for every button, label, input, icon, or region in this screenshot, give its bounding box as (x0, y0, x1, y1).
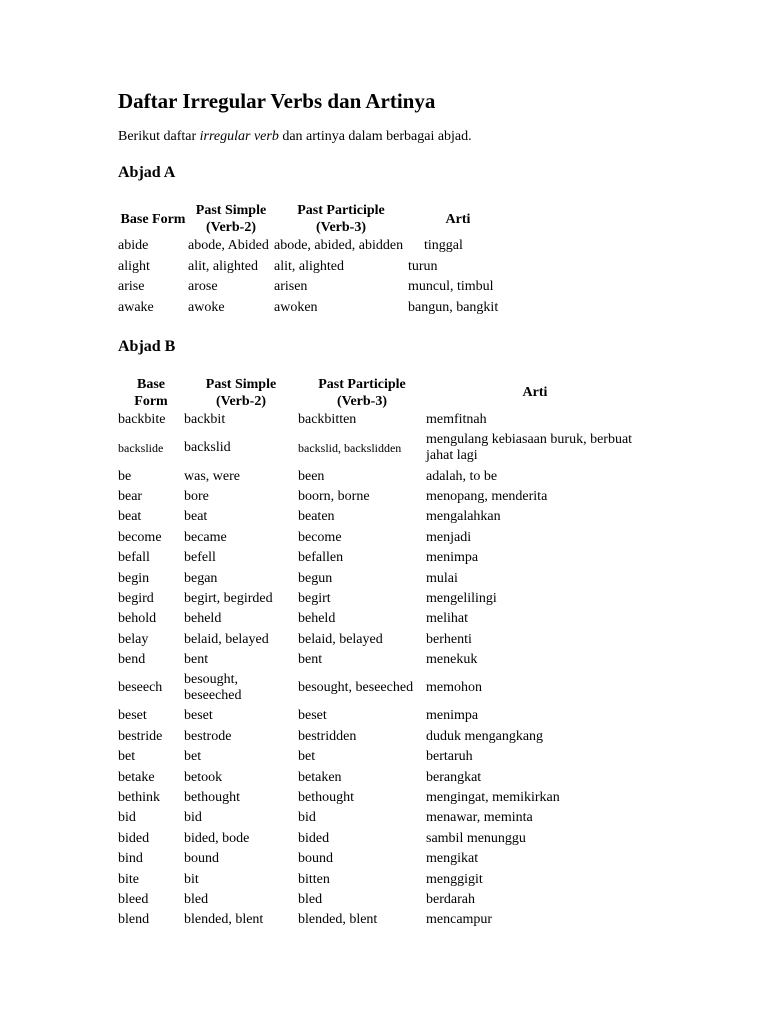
table-header-row (118, 202, 508, 236)
cell-past-participle: bethought (298, 790, 354, 806)
cell-arti: turun (408, 258, 438, 274)
cell-past-simple: beat (184, 509, 208, 525)
cell-past-participle: arisen (274, 279, 308, 295)
cell-arti: berdarah (426, 892, 475, 907)
cell-arti: menawar, meminta (426, 810, 533, 826)
cell-arti: mengalahkan (426, 509, 501, 525)
cell-past-simple: bent (184, 652, 209, 668)
cell-base-form: abide (118, 238, 149, 254)
cell-arti: menopang, menderita (426, 488, 548, 504)
cell-base-form: betake (118, 769, 155, 785)
cell-base-form: beset (118, 708, 147, 724)
cell-base-form: arise (118, 279, 145, 295)
cell-base-form: awake (118, 299, 154, 315)
cell-base-form: bet (118, 749, 136, 765)
cell-past-simple: bethought (184, 790, 240, 806)
cell-past-participle: bitten (298, 871, 330, 887)
cell-past-participle: beheld (298, 611, 336, 627)
cell-past-participle: beset (298, 708, 327, 724)
table-row (118, 849, 644, 869)
cell-past-simple: awoke (188, 299, 225, 315)
table-row (118, 298, 508, 319)
page-title: Daftar Irregular Verbs dan Artinya (118, 89, 436, 113)
cell-past-simple: bided, bode (184, 830, 250, 846)
table-row (118, 548, 644, 568)
cell-base-form: bite (118, 871, 139, 887)
table-row (118, 910, 644, 930)
cell-past-participle: bided (298, 830, 330, 846)
cell-past-participle: beaten (298, 509, 335, 525)
cell-base-form: belay (118, 631, 149, 647)
header-arti: Arti (522, 385, 548, 400)
cell-past-simple: backbit (184, 412, 226, 428)
cell-past-participle: backslid, backslidden (298, 441, 402, 456)
table-row (118, 507, 644, 527)
cell-arti: menggigit (426, 871, 483, 887)
table-row (118, 466, 644, 486)
table-row (118, 568, 644, 588)
cell-past-simple: arose (188, 279, 218, 295)
section-heading-b: Abjad B (118, 338, 176, 355)
header-past-simple: Past Simple (Verb-2) (195, 203, 267, 235)
table-row (118, 767, 644, 787)
cell-past-simple: betook (184, 769, 223, 785)
verbs-table-b (118, 375, 644, 931)
header-arti: Arti (445, 211, 471, 227)
table-row (118, 430, 644, 466)
section-heading-a: Abjad A (118, 164, 176, 181)
cell-arti: mencampur (426, 912, 493, 928)
cell-past-simple: beset (184, 708, 213, 724)
cell-arti: menimpa (426, 708, 479, 724)
table-row (118, 589, 644, 609)
cell-past-simple: became (184, 529, 227, 545)
cell-base-form: begin (118, 570, 150, 586)
table-row (118, 630, 644, 650)
table-row (118, 236, 508, 257)
cell-past-simple: bled (184, 892, 209, 907)
table-row (118, 890, 644, 910)
cell-past-simple: blended, blent (184, 912, 264, 928)
cell-arti: mengingat, memikirkan (426, 790, 560, 806)
cell-base-form: beat (118, 509, 142, 525)
table-row (118, 410, 644, 430)
cell-past-participle: alit, alighted (274, 258, 344, 274)
header-past-participle: Past Participle (Verb-3) (318, 376, 406, 409)
table-row (118, 706, 644, 726)
cell-base-form: become (118, 529, 162, 545)
cell-base-form: blend (118, 912, 150, 928)
cell-base-form: begird (118, 590, 154, 606)
cell-past-participle: bid (298, 810, 316, 826)
cell-past-participle: been (298, 468, 325, 484)
cell-arti: adalah, to be (426, 468, 498, 484)
table-row (118, 650, 644, 670)
cell-base-form: bleed (118, 892, 149, 907)
cell-base-form: backslide (118, 441, 164, 456)
table-row (118, 528, 644, 548)
cell-past-simple: begirt, begirded (184, 590, 273, 606)
cell-past-participle: bet (298, 749, 316, 765)
cell-arti: menimpa (426, 550, 479, 566)
header-base-form: Base Form (120, 211, 186, 227)
cell-arti: mengulang kebiasaan buruk, berbuat jahat lagi (426, 432, 633, 464)
cell-past-participle: begirt (298, 590, 331, 606)
cell-base-form: bear (118, 488, 143, 504)
cell-arti: menekuk (426, 652, 478, 668)
cell-arti: mulai (426, 570, 458, 586)
cell-past-participle: become (298, 529, 342, 545)
table-row (118, 487, 644, 507)
cell-past-simple: bid (184, 810, 202, 826)
table-row (118, 869, 644, 889)
cell-arti: berangkat (426, 769, 482, 785)
cell-past-simple: was, were (184, 468, 240, 484)
intro-text-after: dan artinya dalam berbagai abjad. (278, 129, 472, 144)
cell-arti: mengelilingi (426, 590, 497, 606)
cell-arti: tinggal (424, 238, 463, 254)
table-row (118, 788, 644, 808)
table-row (118, 277, 508, 298)
cell-base-form: befall (118, 550, 150, 566)
cell-past-participle: belaid, belayed (298, 631, 383, 647)
cell-past-participle: begun (298, 570, 333, 586)
cell-past-simple: began (184, 570, 218, 586)
header-past-simple: Past Simple (Verb-2) (205, 376, 277, 409)
table-row (118, 727, 644, 747)
cell-base-form: bind (118, 851, 143, 867)
cell-arti: melihat (426, 611, 468, 627)
cell-arti: memohon (426, 680, 482, 696)
cell-past-simple: alit, alighted (188, 258, 258, 274)
cell-base-form: beseech (118, 680, 163, 696)
table-row (118, 829, 644, 849)
cell-past-participle: bound (298, 851, 333, 867)
cell-past-participle: betaken (298, 769, 342, 785)
cell-past-simple: befell (184, 550, 216, 566)
cell-past-participle: abode, abided, abidden (274, 238, 404, 254)
cell-past-participle: besought, beseeched (298, 680, 414, 696)
cell-past-simple: bit (184, 871, 199, 887)
cell-arti: menjadi (426, 529, 472, 545)
cell-past-participle: bled (298, 892, 323, 907)
table-header-row (118, 375, 644, 410)
table-row (118, 808, 644, 828)
cell-past-simple: bet (184, 749, 202, 765)
cell-arti: mengikat (426, 851, 479, 867)
cell-arti: bertaruh (426, 749, 473, 765)
header-past-participle: Past Participle (Verb-3) (297, 203, 385, 235)
cell-base-form: bethink (118, 790, 160, 806)
cell-past-simple: beheld (184, 611, 222, 627)
table-row (118, 747, 644, 767)
intro-text-before: Berikut daftar (118, 129, 200, 144)
cell-past-simple: belaid, belayed (184, 631, 269, 647)
header-base-form: Base Form (134, 376, 168, 409)
cell-arti: bangun, bangkit (408, 299, 499, 315)
verbs-table-a (118, 202, 508, 318)
cell-past-simple: bound (184, 851, 219, 867)
cell-arti: sambil menunggu (426, 830, 526, 846)
cell-base-form: behold (118, 611, 157, 627)
table-row (118, 609, 644, 629)
intro-paragraph (118, 128, 472, 146)
cell-past-simple: backslid (184, 440, 231, 456)
cell-base-form: alight (118, 258, 150, 274)
table-row (118, 670, 644, 706)
cell-past-participle: backbitten (298, 412, 357, 428)
cell-base-form: bestride (118, 728, 163, 744)
cell-past-participle: awoken (274, 299, 318, 315)
cell-past-simple: besought, beseeched (184, 672, 242, 704)
cell-past-participle: blended, blent (298, 912, 378, 928)
cell-base-form: bend (118, 652, 146, 668)
cell-past-simple: abode, Abided (188, 238, 269, 254)
cell-arti: duduk mengangkang (426, 728, 544, 744)
table-row (118, 257, 508, 278)
cell-arti: memfitnah (426, 412, 487, 428)
cell-base-form: backbite (118, 412, 166, 428)
cell-past-simple: bestrode (184, 728, 232, 744)
cell-base-form: be (118, 468, 132, 484)
cell-past-simple: bore (184, 488, 209, 504)
cell-base-form: bided (118, 830, 150, 846)
cell-arti: berhenti (426, 631, 472, 647)
intro-emphasis: irregular verb (199, 129, 279, 144)
cell-past-participle: bent (298, 652, 323, 668)
cell-past-participle: befallen (298, 550, 344, 566)
cell-arti: muncul, timbul (408, 279, 494, 295)
cell-past-participle: boorn, borne (298, 488, 370, 504)
cell-base-form: bid (118, 810, 136, 826)
cell-past-participle: bestridden (298, 728, 357, 744)
